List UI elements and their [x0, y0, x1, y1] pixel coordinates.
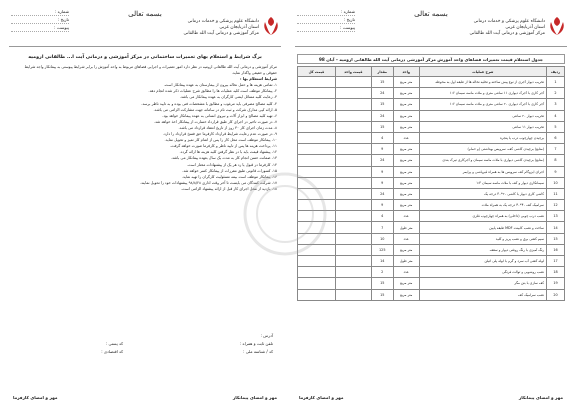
table-header-row — [298, 67, 565, 77]
quantity-cell: 9 — [371, 144, 393, 155]
description-cell: سیم کشی برق و نصب پریز و کلید — [419, 233, 546, 244]
table-row — [298, 278, 565, 289]
table-row — [298, 99, 565, 110]
description-cell: تخریب دیوار آجری از نوع پیش ساخته و تخلیه نخاله ها از طبقه اول به محوطه — [419, 77, 546, 88]
total-price-cell[interactable] — [298, 77, 336, 88]
intro-paragraph: مرکز آموزشی و درمانی آیت الله طالقانی ارومیه در نظر دارد امور تعمیرات و اجرایی فضاهای مربوط به واحد آموزش را برابر شرایط پیوستی به پیمانکار واجد شرایط حقوقی و حقیقی واگذار نماید. — [24, 65, 277, 76]
phone-field[interactable]: تلفن ثابت و همراه : — [239, 341, 273, 346]
description-cell: (منابع) برچیدن کاشی کف، سرویس بهداشتی (و حمام) — [419, 144, 546, 155]
condition-item: ۱۱- پرداخت هزینه ها پس از تایید ناظر و کارفرما صورت خواهد گرفت. — [169, 144, 277, 149]
quantity-cell: 24 — [371, 188, 393, 199]
col-description: شرح عملیات — [419, 67, 546, 77]
contractor-fields — [17, 332, 273, 356]
condition-item: ۱۰- پیمانکار موظف است محل کار را پس از اتمام کار تمیز و تحویل نماید. — [164, 138, 277, 143]
condition-item: ۲- پیمانکار موظف است کلیه عملیات ها را مطابق شرح عملیات ذکر شده انجام دهد. — [148, 89, 277, 94]
description-cell: آجر کاری با آجرک دیواری ۱۱ سانتی متری و ملات ماسه سیمان ۱:۶ — [419, 88, 546, 99]
quantity-cell: 2 — [371, 267, 393, 278]
row-number-cell: 8 — [547, 155, 565, 166]
quantity-cell: 10 — [371, 233, 393, 244]
unit-cell: عدد — [393, 132, 419, 143]
quantity-cell: 24 — [371, 110, 393, 121]
unit-cell: متر مربع — [393, 77, 419, 88]
row-number-cell: 14 — [547, 222, 565, 233]
unit-cell: متر مربع — [393, 289, 419, 300]
document-header — [289, 2, 573, 48]
description-cell: تخریب دیوار ۱۱ سانتی — [419, 121, 546, 132]
condition-item: ۴- کلیه مصالح مصرفی باید مرغوب و مطابق با مشخصات فنی بوده و به تایید ناظر برسد. — [141, 101, 277, 106]
condition-item: ۱۸- بازدید از محل اجرای کار قبل از ارائه پیشنهاد الزامی است. — [180, 186, 277, 191]
total-price-cell[interactable] — [298, 110, 336, 121]
description-cell: اجرای ایزوگام کف سرویس ها به همراه قیرپاشی و پرایمر — [419, 166, 546, 177]
unit-cell: عدد — [393, 211, 419, 222]
basmala: بسمه تعالی — [414, 10, 448, 18]
col-unit: واحد — [393, 67, 419, 77]
letter-attachment: پیوست : — [11, 24, 69, 32]
unit-cell: متر مربع — [393, 166, 419, 177]
contractor-signature: مهر و امضای پیمانکار — [518, 395, 563, 400]
total-price-cell[interactable] — [298, 88, 336, 99]
row-number-cell: 15 — [547, 233, 565, 244]
quantity-cell: 7 — [371, 222, 393, 233]
unit-cell: متر مربع — [393, 278, 419, 289]
condition-item: ۱۷- شرکت کنندگان می بایست تا آخر وقت اداری ۹۸/۸/۲۸ پیشنهادات خود را تحویل نمایند. — [139, 180, 277, 185]
unit-price-cell[interactable] — [335, 144, 371, 155]
row-number-cell: 16 — [547, 244, 565, 255]
economic-code-field[interactable]: کد اقتصادی : — [101, 349, 123, 354]
condition-item: ۶- تهیه کلیه مصالح و ابزار آلات و نیروی انسانی به عهده پیمانکار خواهد بود. — [162, 113, 277, 118]
row-number-cell: 9 — [547, 166, 565, 177]
table-row — [298, 155, 565, 166]
description-cell: نصب روشویی و توالت فرنگی — [419, 267, 546, 278]
row-number-cell: 1 — [547, 77, 565, 88]
contractor-signature: مهر و امضای پیمانکار — [232, 395, 277, 400]
condition-item: ۱۲- پیشنهاد قیمت باید با در نظر گرفتن کلیه هزینه ها ارائه گردد. — [179, 150, 277, 155]
quantity-cell: 9 — [371, 200, 393, 211]
quantity-cell: 15 — [371, 121, 393, 132]
description-cell: سیمانکاری دیوار و کف با ملات ماسه سیمان ۱:۳ — [419, 177, 546, 188]
row-number-cell: 12 — [547, 200, 565, 211]
org-name: دانشگاه علوم پزشکی و خدمات درمانی استان آذربایجان غربی مرکز آموزشی و درمانی آیت الله طالقانی — [183, 19, 259, 36]
quantity-cell: 4 — [371, 132, 393, 143]
unit-price-cell[interactable] — [335, 267, 371, 278]
quantity-cell: 15 — [371, 99, 393, 110]
table-row — [298, 289, 565, 300]
conditions-title: برگ شرایط و استعلام بهای تعمیرات ساختمانی در مرکز آموزشی و درمانی آیت ا... طالقانی ارومیه — [28, 55, 262, 60]
unit-cell: متر مربع — [393, 244, 419, 255]
employer-signature: مهر و امضای کارفرما — [13, 395, 58, 400]
row-number-cell: 2 — [547, 88, 565, 99]
unit-price-cell[interactable] — [335, 289, 371, 300]
unit-cell: متر مربع — [393, 188, 419, 199]
document-header — [3, 2, 287, 48]
row-number-cell: 17 — [547, 256, 565, 267]
unit-cell: متر مربع — [393, 200, 419, 211]
quantity-cell: 9 — [371, 177, 393, 188]
quantity-cell: 24 — [371, 155, 393, 166]
employer-signature: مهر و امضای کارفرما — [299, 395, 344, 400]
unit-price-cell[interactable] — [335, 132, 371, 143]
unit-cell: متر مربع — [393, 88, 419, 99]
condition-item: ۸- مدت زمان اجرای کار ۳۰ روز از تاریخ انعقاد قرارداد می باشد. — [178, 125, 277, 130]
description-cell: رنگ آمیزی با رنگ روغنی دیوار و سقف — [419, 244, 546, 255]
basmala: بسمه تعالی — [128, 10, 162, 18]
description-cell: ساخت و نصب کابینت MDF طبقه پایین — [419, 222, 546, 233]
table-row — [298, 110, 565, 121]
conditions-subtitle: شرایط استعلام بها : — [239, 77, 277, 82]
row-number-cell: 18 — [547, 267, 565, 278]
table-row — [298, 121, 565, 132]
row-number-cell: 11 — [547, 188, 565, 199]
description-cell: کاشی کاری دیوار با کاشی ۲۰*۳۰ درجه یک — [419, 188, 546, 199]
table-title: جدول استعلام قیمت تعمیرات فضاهای واحد آموزش مرکز آموزشی درمانی آیت الله طالقانی ارومیه – آبان 98 — [297, 54, 565, 64]
header-rule — [295, 46, 567, 47]
letter-date: تاریخ : — [11, 16, 69, 24]
condition-item: ۹- در صورت عدم رعایت شرایط قرارداد کارفرما حق فسخ قرارداد را دارد. — [162, 132, 277, 137]
total-price-cell[interactable] — [298, 289, 336, 300]
unit-price-cell[interactable] — [335, 110, 371, 121]
watermark-icon — [226, 166, 344, 262]
condition-item: ۱۶- پیمانکار موظف است بیمه مسئولیت کارگران را تهیه نماید. — [181, 174, 277, 179]
quantity-cell: 9 — [371, 166, 393, 177]
unit-cell: متر طول — [393, 256, 419, 267]
total-price-cell[interactable] — [298, 99, 336, 110]
unit-cell: متر مربع — [393, 121, 419, 132]
description-cell: نصب سرامیک کف — [419, 289, 546, 300]
row-number-cell: 6 — [547, 132, 565, 143]
quantity-cell: 15 — [371, 289, 393, 300]
unit-price-cell[interactable] — [335, 99, 371, 110]
condition-item: ۵- ارائه کپی مدارک شرکت و ثبت نام در سامانه جهت مشارکت الزامی می باشد. — [153, 107, 277, 112]
national-id-field[interactable]: کد / شناسه ملی : — [243, 349, 273, 354]
row-number-cell: 3 — [547, 99, 565, 110]
unit-cell: متر مربع — [393, 155, 419, 166]
description-cell: سرامیک کف ۴۰*۴۰ درجه یک به همراه ملات — [419, 200, 546, 211]
unit-cell: متر مربع — [393, 110, 419, 121]
quantity-cell: 15 — [371, 77, 393, 88]
col-quantity: مقدار — [371, 67, 393, 77]
row-number-cell: 13 — [547, 211, 565, 222]
unit-cell: عدد — [393, 267, 419, 278]
total-price-cell[interactable] — [298, 278, 336, 289]
quantity-cell: 125 — [371, 244, 393, 255]
letter-number: شماره : — [11, 8, 69, 16]
unit-cell: متر طول — [393, 222, 419, 233]
table-row — [298, 144, 565, 155]
postal-field[interactable]: کد پستی : — [105, 341, 123, 346]
col-unit-price: قیمت واحد — [335, 67, 371, 77]
unit-cell: عدد — [393, 233, 419, 244]
col-row: ردیف — [547, 67, 565, 77]
unit-price-cell[interactable] — [335, 278, 371, 289]
description-cell: تخریب دیوار ۲۰ سانتی — [419, 110, 546, 121]
table-row — [298, 267, 565, 278]
quantity-cell: 24 — [371, 88, 393, 99]
ministry-logo-icon — [547, 16, 567, 36]
total-price-cell[interactable] — [298, 144, 336, 155]
address-field[interactable]: آدرس : — [260, 333, 273, 338]
description-cell: برچیدن چهارچوب درب یا پنجره — [419, 132, 546, 143]
letter-attachment: پیوست : — [297, 24, 355, 32]
description-cell: (منابع) برچیدن کاشی دیواری با ملات ماسه سیمان و آجرکاری تیرک بندی — [419, 155, 546, 166]
condition-item: ۱- تمامی هزینه ها و حمل نخاله بیرون از بیمارستان به عهده پیمانکار است. — [163, 83, 277, 88]
quantity-cell: 4 — [371, 211, 393, 222]
col-total-price: قیمت کل — [298, 67, 336, 77]
header-rule — [9, 46, 281, 47]
description-cell: کف سازی با بتن مگر — [419, 278, 546, 289]
row-number-cell: 10 — [547, 177, 565, 188]
total-price-cell[interactable] — [298, 155, 336, 166]
ministry-logo-icon — [261, 16, 281, 36]
letter-date: تاریخ : — [297, 16, 355, 24]
row-number-cell: 4 — [547, 110, 565, 121]
unit-price-cell[interactable] — [335, 77, 371, 88]
condition-item: ۳- رعایت کلیه مسائل ایمنی کارگران به عهده پیمانکار می باشد. — [179, 95, 277, 100]
table-row — [298, 77, 565, 88]
table-row — [298, 132, 565, 143]
unit-cell: متر مربع — [393, 144, 419, 155]
total-price-cell[interactable] — [298, 267, 336, 278]
description-cell: لوله کشی آب سرد و گرم با لوله پلی اتیلن — [419, 256, 546, 267]
description-cell: نصب درب چوبی (داخلی) به همراه چهارچوب فلزی — [419, 211, 546, 222]
condition-item: ۷- در صورت تاخیر در اجرای کار طبق قرارداد خسارت از پیمانکار اخذ خواهد شد. — [153, 119, 277, 124]
table-row — [298, 88, 565, 99]
unit-price-cell[interactable] — [335, 155, 371, 166]
row-number-cell: 7 — [547, 144, 565, 155]
condition-item: ۱۵- کسورات قانونی طبق مقررات از پیمانکار کسر خواهد شد. — [182, 168, 277, 173]
total-price-cell[interactable] — [298, 121, 336, 132]
row-number-cell: 20 — [547, 289, 565, 300]
quantity-cell: 14 — [371, 256, 393, 267]
row-number-cell: 19 — [547, 278, 565, 289]
description-cell: آجر کاری با آجرک دیواری ۲۰ سانتی متری و ملات ماسه سیمان ۱:۶ — [419, 99, 546, 110]
unit-cell: متر مربع — [393, 99, 419, 110]
condition-item: ۱۴- کارفرما در قبول یا رد هر یک از پیشنهادات مختار است. — [186, 162, 277, 167]
unit-price-cell[interactable] — [335, 121, 371, 132]
condition-item: ۱۳- ضمانت حسن انجام کار به مدت یک سال بعهده پیمانکار می باشد. — [170, 156, 277, 161]
total-price-cell[interactable] — [298, 132, 336, 143]
letter-number: شماره : — [297, 8, 355, 16]
quantity-cell: 15 — [371, 278, 393, 289]
unit-cell: متر مربع — [393, 177, 419, 188]
unit-price-cell[interactable] — [335, 88, 371, 99]
row-number-cell: 5 — [547, 121, 565, 132]
org-name: دانشگاه علوم پزشکی و خدمات درمانی استان آذربایجان غربی مرکز آموزشی و درمانی آیت الله طالقانی — [469, 19, 545, 36]
